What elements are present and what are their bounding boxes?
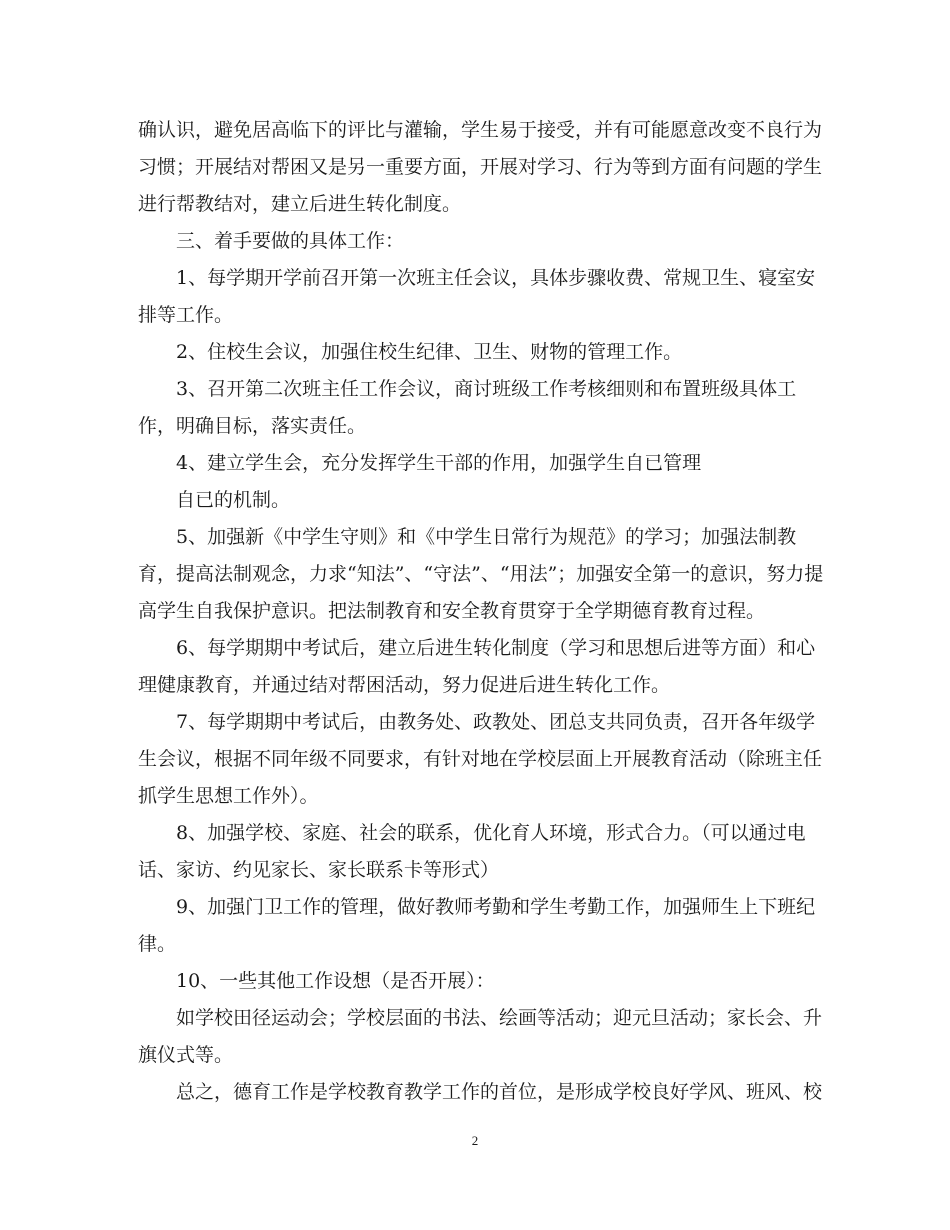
text-line: 理健康教育，并通过结对帮困活动，努力促进后进生转化工作。	[138, 674, 671, 696]
text-line: 作，明确目标，落实责任。	[138, 415, 367, 437]
text-line: 确认识，避免居高临下的评比与灌输，学生易于接受，并有可能愿意改变不良行为	[138, 119, 823, 141]
text-line: 8、加强学校、家庭、社会的联系，优化育人环境，形式合力。（可以通过电	[176, 822, 806, 844]
text-line: 5、加强新《中学生守则》和《中学生日常行为规范》的学习；加强法制教	[176, 526, 797, 548]
text-line: 2、住校生会议，加强住校生纪律、卫生、财物的管理工作。	[176, 341, 683, 363]
text-line: 总之，德育工作是学校教育教学工作的首位，是形成学校良好学风、班风、校	[176, 1081, 823, 1103]
text-line: 4、建立学生会，充分发挥学生干部的作用，加强学生自已管理	[176, 452, 702, 474]
text-line: 进行帮教结对，建立后进生转化制度。	[138, 193, 462, 215]
text-line: 律。	[138, 933, 177, 955]
text-line: 9、加强门卫工作的管理，做好教师考勤和学生考勤工作，加强师生上下班纪	[176, 896, 816, 918]
text-line: 10、一些其他工作设想（是否开展）：	[176, 970, 495, 992]
text-line: 6、每学期期中考试后，建立后进生转化制度（学习和思想后进等方面）和心	[176, 637, 816, 659]
text-line: 3、召开第二次班主任工作会议，商讨班级工作考核细则和布置班级具体工	[176, 378, 797, 400]
text-line: 生会议，根据不同年级不同要求，有针对地在学校层面上开展教育活动（除班主任	[138, 748, 823, 770]
text-line: 如学校田径运动会；学校层面的书法、绘画等活动；迎元旦活动；家长会、升	[176, 1007, 823, 1029]
text-line: 育，提高法制观念，力求“知法”、“守法”、“用法”；加强安全第一的意识，努力提	[138, 563, 824, 585]
text-line: 1、每学期开学前召开第一次班主任会议，具体步骤收费、常规卫生、寝室安	[176, 267, 816, 289]
page-number: 2	[471, 1133, 479, 1148]
text-line: 高学生自我保护意识。把法制教育和安全教育贯穿于全学期德育教育过程。	[138, 600, 766, 622]
text-line: 旗仪式等。	[138, 1044, 234, 1066]
text-line: 话、家访、约见家长、家长联系卡等形式）	[138, 859, 500, 881]
text-line: 自已的机制。	[176, 489, 291, 511]
text-line: 7、每学期期中考试后，由教务处、政教处、团总支共同负责，召开各年级学	[176, 711, 816, 733]
section-heading: 三、着手要做的具体工作：	[176, 230, 405, 252]
text-line: 习惯；开展结对帮困又是另一重要方面，开展对学习、行为等到方面有问题的学生	[138, 156, 823, 178]
text-line: 排等工作。	[138, 304, 234, 326]
text-line: 抓学生思想工作外）。	[138, 785, 319, 807]
